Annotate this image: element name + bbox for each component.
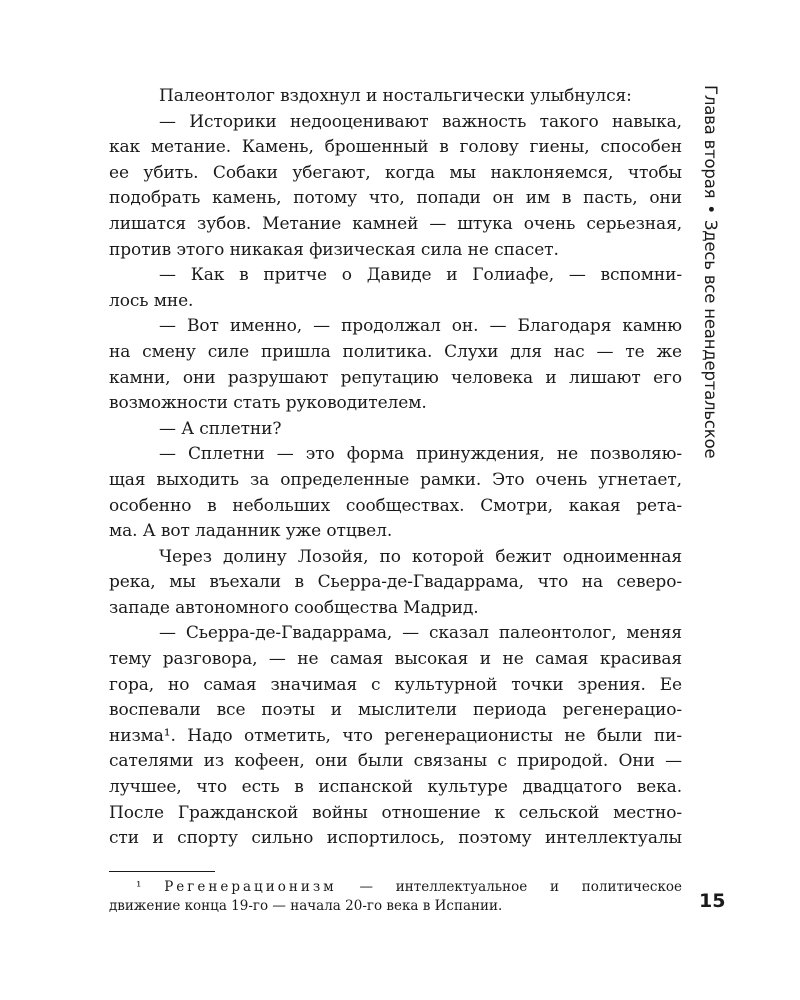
- text-line: лучшее, что есть в испанской культуре двадцатого века.: [109, 777, 682, 798]
- text-line: ее убить. Собаки убегают, когда мы наклоняемся, чтобы: [109, 162, 682, 183]
- footnote: [109, 878, 682, 916]
- text-line: — Сплетни — это форма принуждения, не позволяю-: [159, 444, 682, 465]
- text-line: — Историки недооценивают важность такого навыка,: [159, 111, 682, 132]
- text-line: камни, они разрушают репутацию человека и лишают его: [109, 367, 682, 388]
- text-line: — Сьерра-де-Гвадаррама, — сказал палеонтолог, меняя: [159, 623, 682, 644]
- text-line: — А сплетни?: [159, 418, 282, 439]
- text-line: — Вот именно, — продолжал он. — Благодаря камню: [159, 316, 682, 337]
- text-line: возможности стать руководителем.: [109, 393, 427, 414]
- chapter-label: Глава вторая: [701, 85, 720, 199]
- text-line: Палеонтолог вздохнул и ностальгически улыбнулся:: [159, 86, 632, 106]
- running-head: [699, 85, 721, 459]
- text-line: ма. А вот ладанник уже отцвел.: [109, 521, 393, 542]
- text-line: тему разговора, — не самая высокая и не самая красивая: [109, 649, 682, 670]
- chapter-title: Здесь все неандертальское: [701, 219, 720, 459]
- text-line: сти и спорту сильно испортилось, поэтому интеллектуалы: [109, 828, 682, 849]
- footnote-term: Регенерационизм: [164, 879, 337, 895]
- footnote-line-1: [109, 878, 682, 897]
- text-line: После Гражданской войны отношение к сельской местно-: [109, 802, 682, 823]
- text-line: воспевали все поэты и мыслители периода регенерацио-: [109, 700, 682, 721]
- text-line: против этого никакая физическая сила не спасет.: [109, 239, 559, 260]
- text-line: гора, но самая значимая с культурной точки зрения. Ее: [109, 674, 682, 695]
- footnote-divider: [109, 871, 215, 872]
- text-line: Через долину Лозойя, по которой бежит одноименная: [159, 546, 682, 567]
- footnote-marker: ¹: [136, 879, 142, 895]
- text-line: сателями из кофеен, они были связаны с природой. Они —: [109, 751, 682, 772]
- text-line: подобрать камень, потому что, попади он им в пасть, они: [109, 188, 682, 209]
- page-number: 15: [699, 890, 726, 912]
- text-line: особенно в небольших сообществах. Смотри, какая рета-: [109, 495, 682, 516]
- main-text: [109, 84, 682, 852]
- text-line: лишатся зубов. Метание камней — штука очень серьезная,: [109, 213, 682, 234]
- text-line: лось мне.: [109, 290, 194, 311]
- text-line: на смену силе пришла политика. Слухи для нас — те же: [109, 341, 682, 362]
- bullet-separator: •: [701, 204, 720, 214]
- text-line: — Как в притче о Давиде и Голиафе, — вспомни-: [159, 265, 682, 286]
- text-line: низма¹. Надо отметить, что регенерационисты не были пи-: [109, 725, 682, 746]
- text-line: западе автономного сообщества Мадрид.: [109, 597, 479, 618]
- footnote-definition: — интеллектуальное и политическое: [359, 879, 683, 895]
- text-line: река, мы въехали в Сьерра-де-Гвадаррама, что на северо-: [109, 572, 682, 593]
- text-line: как метание. Камень, брошенный в голову гиены, способен: [109, 137, 682, 158]
- text-line: щая выходить за определенные рамки. Это очень угнетает,: [109, 469, 682, 490]
- footnote-line-2: движение конца 19-го — начала 20-го века в Испании.: [109, 898, 503, 914]
